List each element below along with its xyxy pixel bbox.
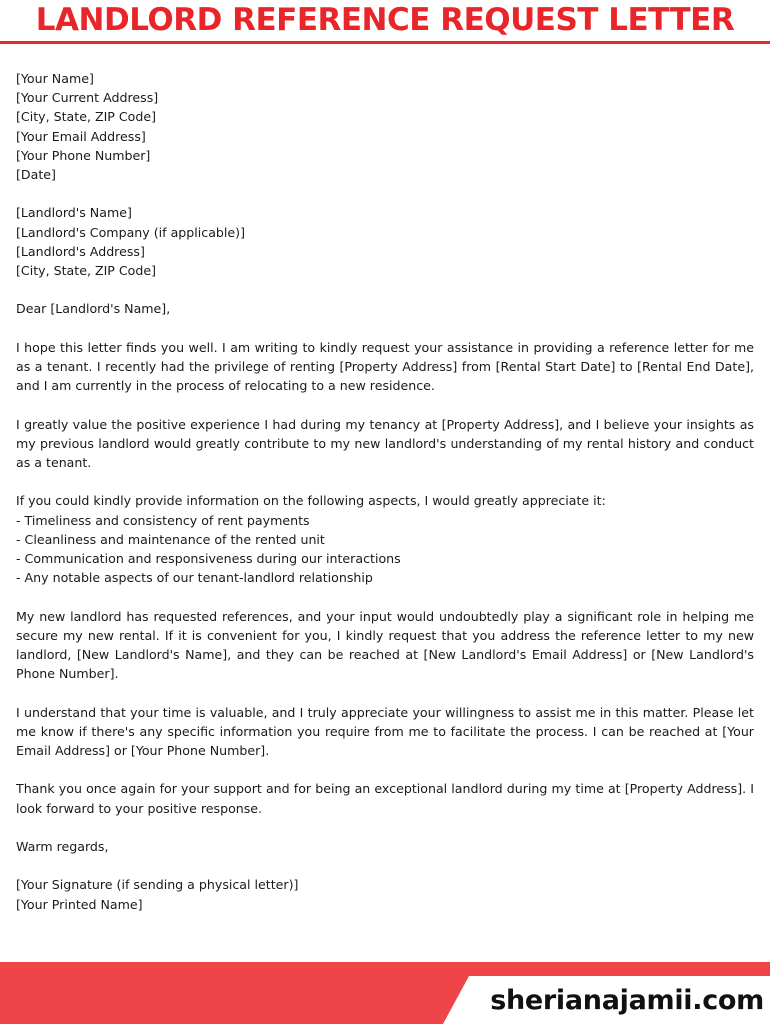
recipient-block bbox=[16, 203, 754, 280]
sender-address: [Your Current Address] bbox=[16, 90, 159, 106]
list-intro: If you could kindly provide information on the following aspects, I would greatly appreciate it: bbox=[16, 493, 606, 509]
paragraph-thanks: Thank you once again for your support and for being an exceptional landlord during my time at [Property Address]. I look forward to your positive response. bbox=[16, 781, 754, 816]
page-title: LANDLORD REFERENCE REQUEST LETTER bbox=[35, 2, 735, 38]
letter-body bbox=[16, 69, 754, 914]
recipient-name: [Landlord's Name] bbox=[16, 205, 132, 221]
recipient-address: [Landlord's Address] bbox=[16, 243, 145, 259]
salutation: Dear [Landlord's Name], bbox=[16, 301, 171, 317]
letter-date: [Date] bbox=[16, 167, 56, 183]
sender-block bbox=[16, 69, 754, 184]
recipient-company: [Landlord's Company (if applicable)] bbox=[16, 224, 245, 240]
printed-name-line: [Your Printed Name] bbox=[16, 896, 143, 912]
paragraph-intro: I hope this letter finds you well. I am writing to kindly request your assistance in providing a reference letter for me as a tenant. I recently had the privilege of renting [Property Address] from [Rental Start Date] to [Rental End Date], and I am currently in the process of relocating to a new residence. bbox=[16, 339, 754, 394]
paragraph-value: I greatly value the positive experience I had during my tenancy at [Property Address], and I believe your insights as my previous landlord would greatly contribute to my new landlord's understanding of my rental history and conduct as a tenant. bbox=[16, 416, 754, 470]
paragraph-contact: I understand that your time is valuable, and I truly appreciate your willingness to assist me in this matter. Please let me know if there's any specific information you require from me to facilitate the process. I can be reached at [Your Email Address] or [Your Phone Number]. bbox=[16, 704, 754, 758]
closing: Warm regards, bbox=[16, 838, 109, 854]
list-item: - Timeliness and consistency of rent payments bbox=[16, 512, 310, 528]
list-item: - Any notable aspects of our tenant-landlord relationship bbox=[16, 570, 373, 586]
list-item: - Communication and responsiveness during our interactions bbox=[16, 551, 401, 566]
recipient-city: [City, State, ZIP Code] bbox=[16, 263, 157, 279]
signature-block bbox=[16, 875, 754, 913]
aspects-list bbox=[16, 511, 754, 588]
signature-line: [Your Signature (if sending a physical letter)] bbox=[16, 877, 299, 893]
title-underline bbox=[0, 41, 770, 44]
sender-city: [City, State, ZIP Code] bbox=[16, 109, 157, 125]
paragraph-new-landlord: My new landlord has requested references, and your input would undoubtedly play a significant role in helping me secure my new rental. If it is convenient for you, I kindly request that you address the reference letter to my new landlord, [New Landlord's Name], and they can be reached at [New Landlord's Email Address] or [New Landlord's Phone Number]. bbox=[16, 608, 754, 682]
list-item: - Cleanliness and maintenance of the rented unit bbox=[16, 531, 325, 547]
sender-name: [Your Name] bbox=[16, 71, 94, 86]
footer-website: sherianajamii.com bbox=[490, 985, 764, 1016]
sender-phone: [Your Phone Number] bbox=[16, 147, 151, 163]
sender-email: [Your Email Address] bbox=[16, 128, 146, 144]
